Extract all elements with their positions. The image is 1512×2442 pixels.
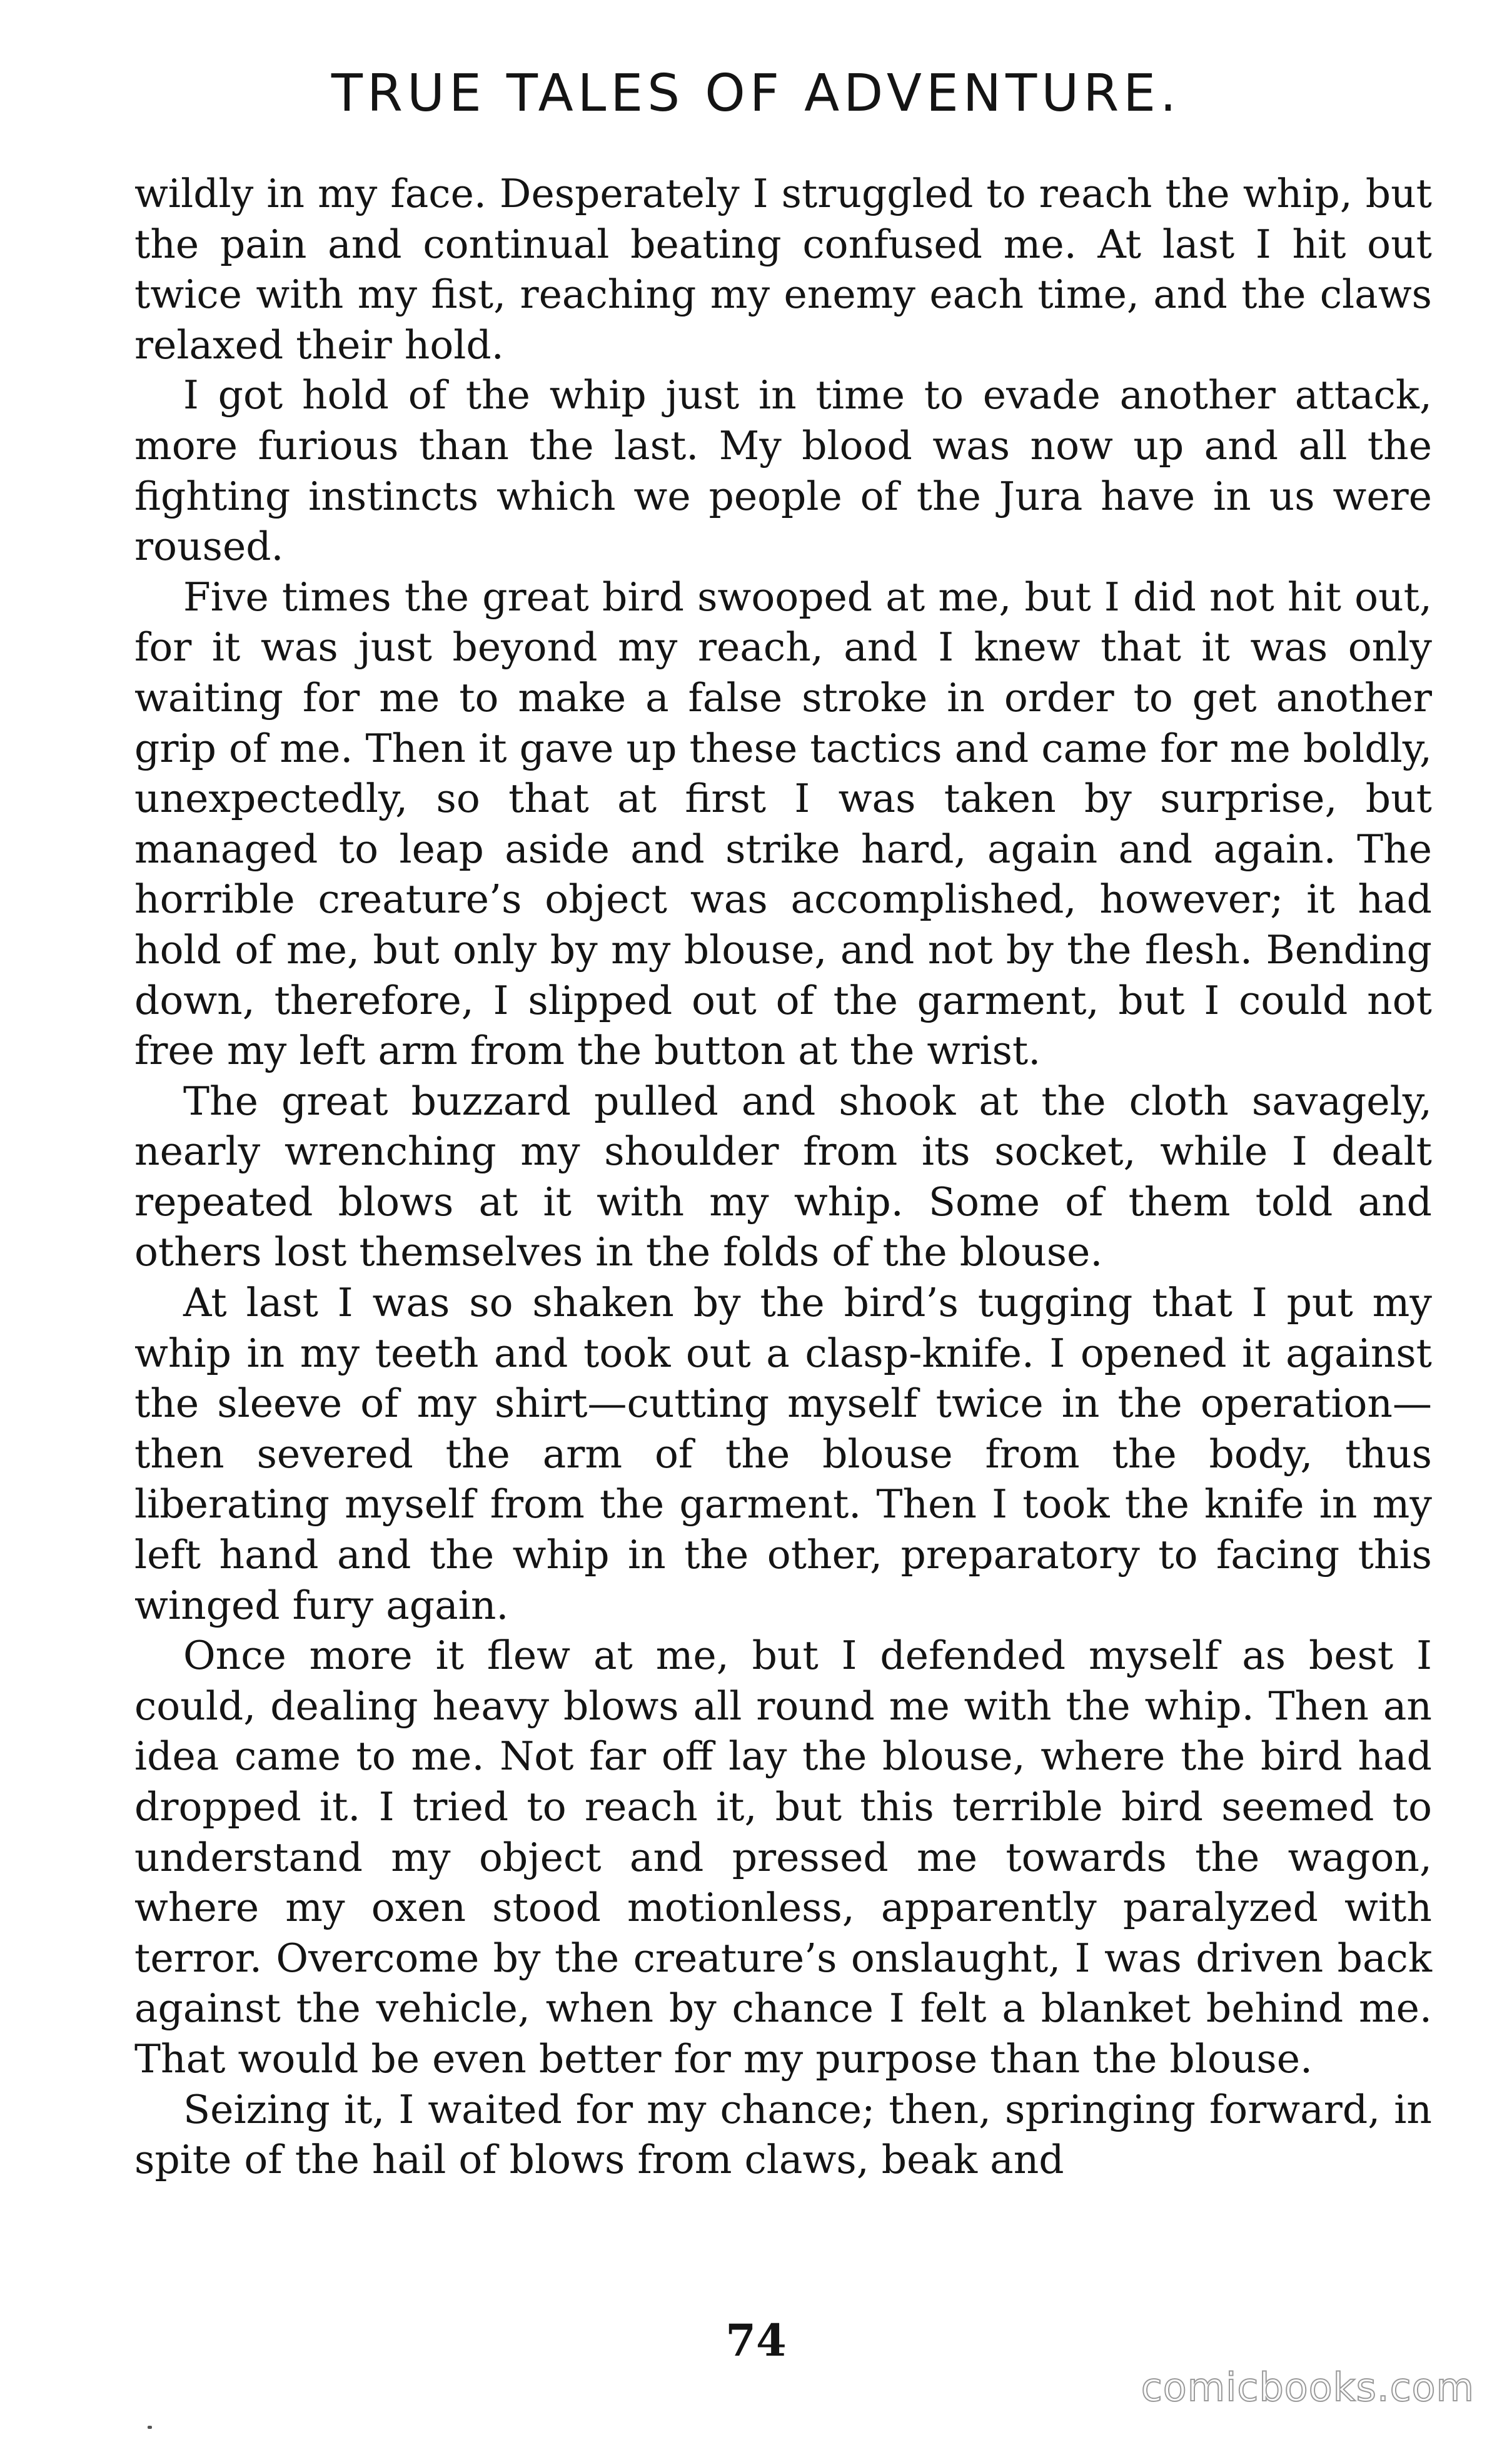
paragraph-7: Seizing it, I waited for my chance; then, springing forward, in spite of the hail of blows from claws, beak and	[134, 2086, 1432, 2183]
paragraph-1: wildly in my face. Desperately I struggled to reach the whip, but the pain and continual beating confused me. At last I hit out twice with my fist, reaching my enemy each time, and the claws relaxed their hold.	[134, 171, 1432, 368]
paragraph-6: Once more it flew at me, but I defended myself as best I could, dealing heavy blows all round me with the whip. Then an idea came to me. Not far off lay the blouse, where the bird had dropped it. I tried to reach it, but this terrible bird seemed to understand my object and pressed me towards the wagon, where my oxen stood motionless, apparently paralyzed with terror. Overcome by the creature’s onslaught, I was driven back against the vehicle, when by chance I felt a blanket behind me. That would be even better for my purpose than the blouse.	[134, 1633, 1432, 2082]
paragraph-5: At last I was so shaken by the bird’s tugging that I put my whip in my teeth and took out a clasp-knife. I opened it against the sleeve of my shirt—cutting myself twice in the operation—then severed the arm of the blouse from the body, thus liberating myself from the garment. Then I took the knife in my left hand and the whip in the other, preparatory to facing this winged fury again.	[134, 1280, 1432, 1628]
body-text	[134, 169, 1432, 2186]
print-speck	[148, 2426, 152, 2429]
watermark: comicbooks.com	[1141, 2364, 1474, 2410]
page-number: 74	[725, 2314, 787, 2366]
running-head: TRUE TALES OF ADVENTURE.	[331, 64, 1181, 123]
paragraph-2: I got hold of the whip just in time to evade another attack, more furious than the last. My blood was now up and all the fighting instincts which we people of the Jura have in us were roused.	[134, 372, 1432, 570]
paragraph-4: The great buzzard pulled and shook at the cloth savagely, nearly wrenching my shoulder from its socket, while I dealt repeated blows at it with my whip. Some of them told and others lost themselves in the folds of the blouse.	[134, 1078, 1432, 1275]
paragraph-3: Five times the great bird swooped at me, but I did not hit out, for it was just beyond my reach, and I knew that it was only waiting for me to make a false stroke in order to get another grip of me. Then it gave up these tactics and came for me boldly, unexpectedly, so that at first I was taken by surprise, but managed to leap aside and strike hard, again and again. The horrible creature’s object was accomplished, however; it had hold of me, but only by my blouse, and not by the flesh. Bending down, therefore, I slipped out of the garment, but I could not free my left arm from the button at the wrist.	[134, 574, 1432, 1074]
